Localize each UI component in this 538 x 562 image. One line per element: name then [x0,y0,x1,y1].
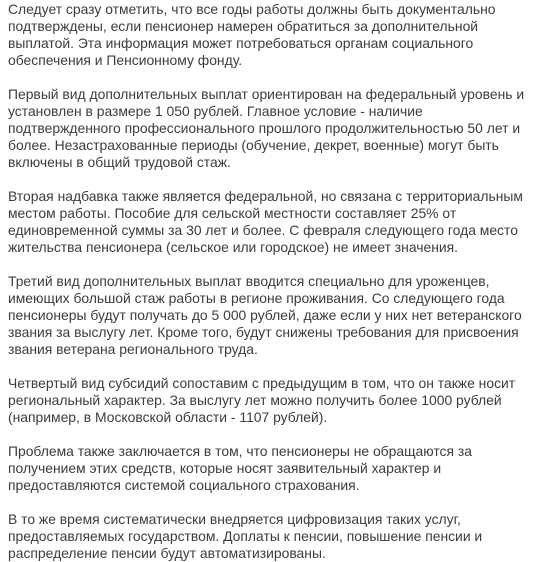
paragraph-first-payment-type: Первый вид дополнительных выплат ориентирован на федеральный уровень и установлен в размере 1 050 рублей. Главное условие - наличие подтвержденного профессионального прошлого продолжительностью 50 лет и более. Незастрахованные периоды (обучение, декрет, военные) могут быть включены в общий трудовой стаж. [8,86,525,170]
paragraph-work-years-confirmation: Следует сразу отметить, что все годы работы должны быть документально подтверждены, если пенсионер намерен обратиться за дополнительной выплатой. Эта информация может потребоваться органам социального обеспечения и Пенсионному фонду. [8,1,496,68]
paragraph-problem: Проблема также заключается в том, что пенсионеры не обращаются за получением этих средств, которые носят заявительный характер и предоставляются системой социального страхования. [8,443,472,493]
paragraph-fourth-subsidy-type: Четвертый вид субсидий сопоставим с предыдущим в том, что он также носит региональный характер. За выслугу лет можно получить более 1000 рублей (например, в Московской области - 1107 рублей). [8,375,516,425]
paragraph-digitalization: В то же время систематически внедряется цифровизация таких услуг, предоставляемых государством. Доплаты к пенсии, повышение пенсии и распределение пенсии будут автоматизированы. [8,511,483,561]
paragraph-second-allowance: Вторая надбавка также является федеральной, но связана с территориальным местом работы. Пособие для сельской местности составляет 25% от единовременной суммы за 30 лет и более. С февраля следующего года место жительства пенсионера (сельское или городское) не имеет значения. [8,188,523,255]
paragraph-third-payment-type: Третий вид дополнительных выплат вводится специально для уроженцев, имеющих большой стаж работы в регионе проживания. Со следующего года пенсионеры будут получать до 5 000 рублей, даже если у них нет ветеранского звания за выслугу лет. Кроме того, будут снижены требования для присвоения звания ветерана регионального труда. [8,273,522,357]
